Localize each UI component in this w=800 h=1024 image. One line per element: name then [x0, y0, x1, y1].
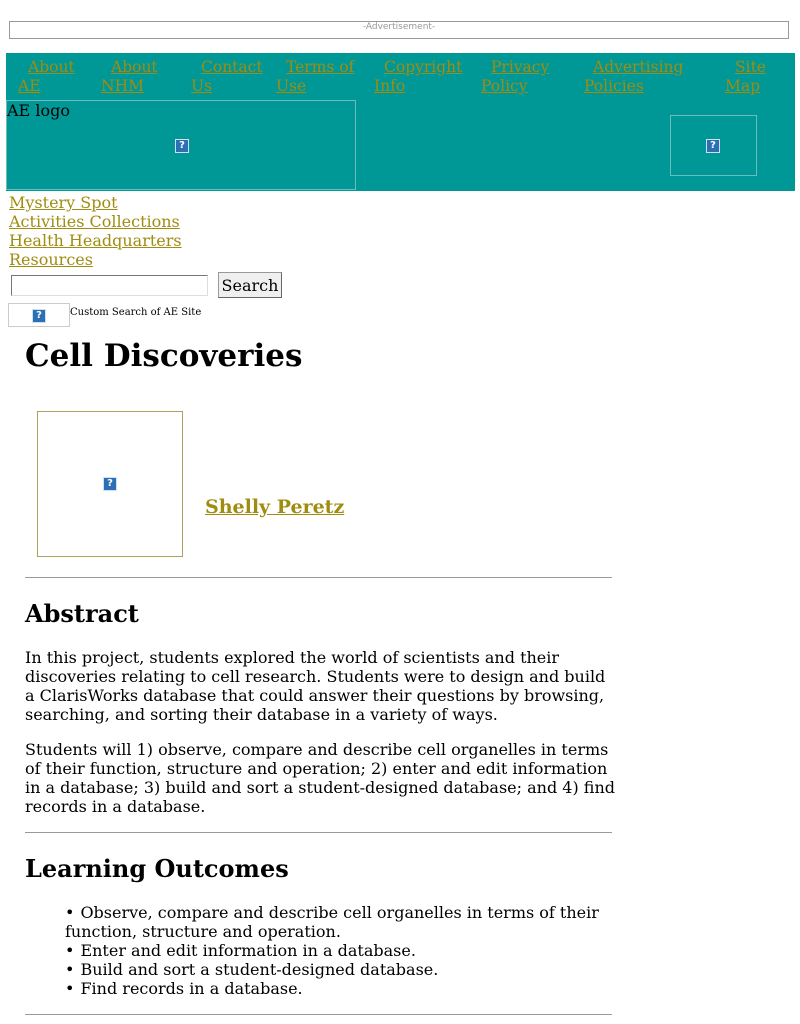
divider — [25, 1014, 612, 1015]
link-resources[interactable]: Resources — [9, 250, 93, 269]
link-activities-collections[interactable]: Activities Collections — [9, 212, 180, 231]
broken-image-icon: ? — [32, 309, 46, 323]
link-mystery-spot[interactable]: Mystery Spot — [9, 193, 118, 212]
nav-contact-us[interactable]: Contact Us — [191, 58, 263, 95]
list-item: • Build and sort a student-designed database. — [65, 960, 615, 979]
advertisement-banner[interactable] — [9, 21, 789, 39]
abstract-heading: Abstract — [25, 599, 139, 628]
nav-copyright-info[interactable]: Copyright Info — [374, 58, 463, 95]
broken-image-icon: ? — [103, 477, 117, 491]
logo-alt-text: AE logo — [7, 101, 70, 120]
site-header — [6, 53, 795, 191]
search-button[interactable]: Search — [218, 272, 282, 298]
broken-image-icon: ? — [175, 139, 189, 153]
nav-privacy-policy[interactable]: Privacy Policy — [481, 58, 550, 95]
nav-site-map[interactable]: Site Map — [725, 58, 766, 95]
abstract-paragraph: In this project, students explored the world of scientists and their discoveries relating to cell research. Students were to design and build a ClarisWorks database that could answer their questions by browsing, searching, and sorting their database in a variety of ways. — [25, 648, 606, 724]
broken-image-icon: ? — [706, 139, 720, 153]
header-image[interactable] — [670, 115, 757, 176]
divider — [25, 832, 612, 833]
custom-search-logo — [8, 303, 70, 327]
learning-outcomes-heading: Learning Outcomes — [25, 854, 289, 883]
section-links — [9, 193, 182, 269]
custom-search-label: Custom Search of AE Site — [70, 307, 202, 318]
nav-terms-of-use[interactable]: Terms of Use — [276, 58, 355, 95]
advertisement-label: -Advertisement- — [362, 22, 436, 32]
author-photo — [37, 411, 183, 557]
author-link[interactable]: Shelly Peretz — [205, 496, 345, 518]
nav-advertising-policies[interactable]: Advertising Policies — [584, 58, 684, 95]
list-item: • Observe, compare and describe cell organelles in terms of their function, structure and operation. — [65, 903, 615, 941]
search-input[interactable] — [11, 275, 208, 296]
link-health-headquarters[interactable]: Health Headquarters — [9, 231, 182, 250]
list-item: • Enter and edit information in a database. — [65, 941, 615, 960]
list-item: • Find records in a database. — [65, 979, 615, 998]
ae-logo[interactable] — [6, 100, 356, 190]
divider — [25, 577, 612, 578]
abstract-paragraph: Students will 1) observe, compare and describe cell organelles in terms of their function, structure and operation; 2) enter and edit information in a database; 3) build and sort a student-designed database; and 4) find records in a database. — [25, 740, 616, 816]
nav-about-nhm[interactable]: About NHM — [101, 58, 158, 95]
learning-outcomes-list — [65, 903, 615, 998]
nav-about-ae[interactable]: About AE — [18, 58, 75, 95]
page-title: Cell Discoveries — [25, 338, 303, 374]
